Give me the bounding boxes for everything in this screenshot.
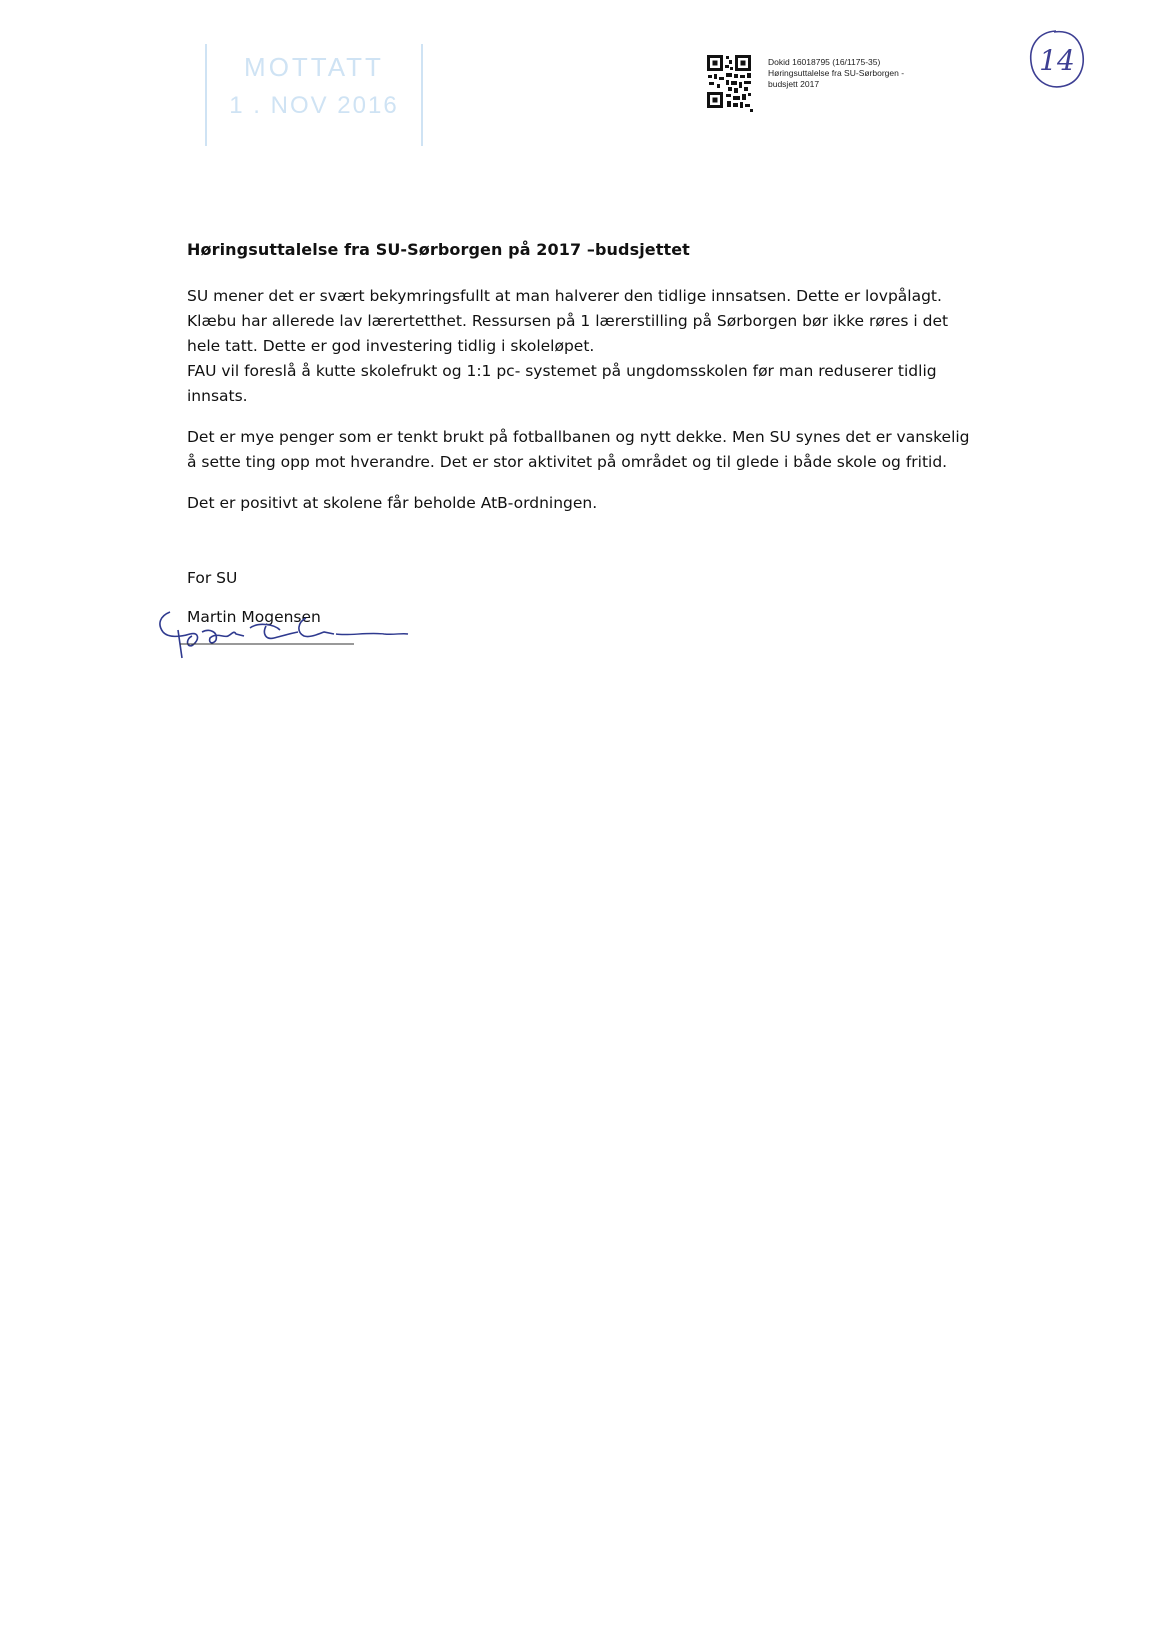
document-reference <box>706 54 936 114</box>
paragraph-2-line-2: å sette ting opp mot hverandre. Det er stor aktivitet på området og til glede i både skole og fritid. <box>187 453 948 471</box>
document-id: Dokid 16018795 (16/1175-35) <box>768 57 881 67</box>
paragraph-1 <box>187 284 987 409</box>
letter-title: Høringsuttalelse fra SU-Sørborgen på 2017 –budsjettet <box>187 240 690 259</box>
signature-icon <box>158 610 428 680</box>
paragraph-1-line-4: FAU vil foreslå å kutte skolefrukt og 1:1 pc- systemet på ungdomsskolen før man reduserer tidlig <box>187 362 937 380</box>
paragraph-1-line-2: Klæbu har allerede lav lærertetthet. Ressursen på 1 lærerstilling på Sørborgen bør ikke røres i det <box>187 312 949 330</box>
received-stamp <box>205 44 423 146</box>
paragraph-1-line-1: SU mener det er svært bekymringsfullt at man halverer den tidlige innsatsen. Dette er lovpålagt. <box>187 287 942 305</box>
document-title-line1: Høringsuttalelse fra SU-Sørborgen - <box>768 68 905 78</box>
handwritten-signature <box>158 610 428 680</box>
paragraph-2-line-1: Det er mye penger som er tenkt brukt på fotballbanen og nytt dekke. Men SU synes det er vanskelig <box>187 428 970 446</box>
paragraph-2 <box>187 425 987 475</box>
document-reference-text <box>768 57 938 90</box>
paragraph-1-line-3: hele tatt. Dette er god investering tidlig i skoleløpet. <box>187 337 595 355</box>
stamp-received-label: MOTTATT <box>244 52 384 82</box>
letter-body <box>187 240 987 630</box>
signatory-name: Martin Mogensen <box>187 608 321 626</box>
page-number-value: 14 <box>1039 44 1075 77</box>
signoff: For SU <box>187 569 238 587</box>
qr-code-icon <box>706 54 762 112</box>
handwritten-page-number <box>1026 28 1088 92</box>
paragraph-3-line-1: Det er positivt at skolene får beholde AtB-ordningen. <box>187 494 598 512</box>
document-title-line2: budsjett 2017 <box>768 79 820 89</box>
paragraph-3 <box>187 491 987 516</box>
paragraph-1-line-5: innsats. <box>187 387 248 405</box>
stamp-date: 1 . NOV 2016 <box>229 92 399 119</box>
